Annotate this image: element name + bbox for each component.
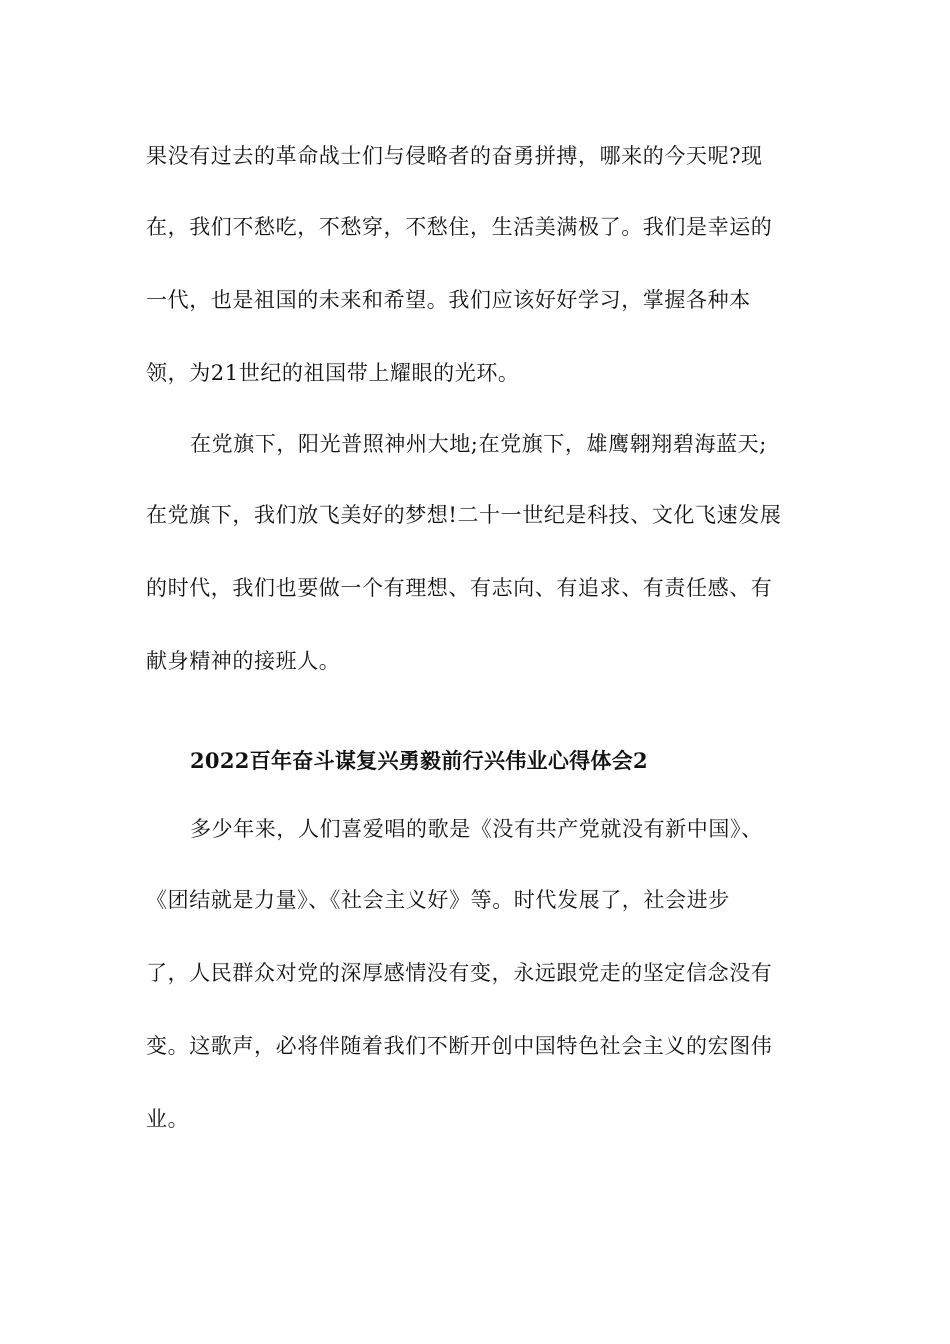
paragraph-3-line-1: 多少年来，人们喜爱唱的歌是《没有共产党就没有新中国》、	[190, 817, 763, 841]
section-heading: 2022百年奋斗谋复兴勇毅前行兴伟业心得体会2	[190, 748, 648, 773]
paragraph-2-line-4: 献身精神的接班人。	[146, 649, 341, 673]
paragraph-2-line-2: 在党旗下，我们放飞美好的梦想!二十一世纪是科技、文化飞速发展	[146, 503, 782, 527]
paragraph-1-line-4: 领，为21世纪的祖国带上耀眼的光环。	[146, 361, 520, 385]
paragraph-1-line-3: 一代，也是祖国的未来和希望。我们应该好好学习，掌握各种本	[146, 288, 751, 312]
paragraph-1-line-1: 果没有过去的革命战士们与侵略者的奋勇拼搏，哪来的今天呢?现	[146, 144, 763, 168]
paragraph-2-line-3: 的时代，我们也要做一个有理想、有志向、有追求、有责任感、有	[146, 576, 773, 600]
paragraph-3-line-4: 变。这歌声，必将伴随着我们不断开创中国特色社会主义的宏图伟	[146, 1034, 773, 1058]
paragraph-1-line-2: 在，我们不愁吃，不愁穿，不愁住，生活美满极了。我们是幸运的	[146, 215, 773, 239]
paragraph-3-line-5: 业。	[146, 1107, 190, 1131]
paragraph-3-line-3: 了，人民群众对党的深厚感情没有变，永远跟党走的坚定信念没有	[146, 961, 773, 985]
paragraph-2-line-1: 在党旗下，阳光普照神州大地;在党旗下，雄鹰翱翔碧海蓝天;	[190, 432, 767, 456]
paragraph-3-line-2: 《团结就是力量》、《社会主义好》等。时代发展了，社会进步	[146, 888, 730, 912]
